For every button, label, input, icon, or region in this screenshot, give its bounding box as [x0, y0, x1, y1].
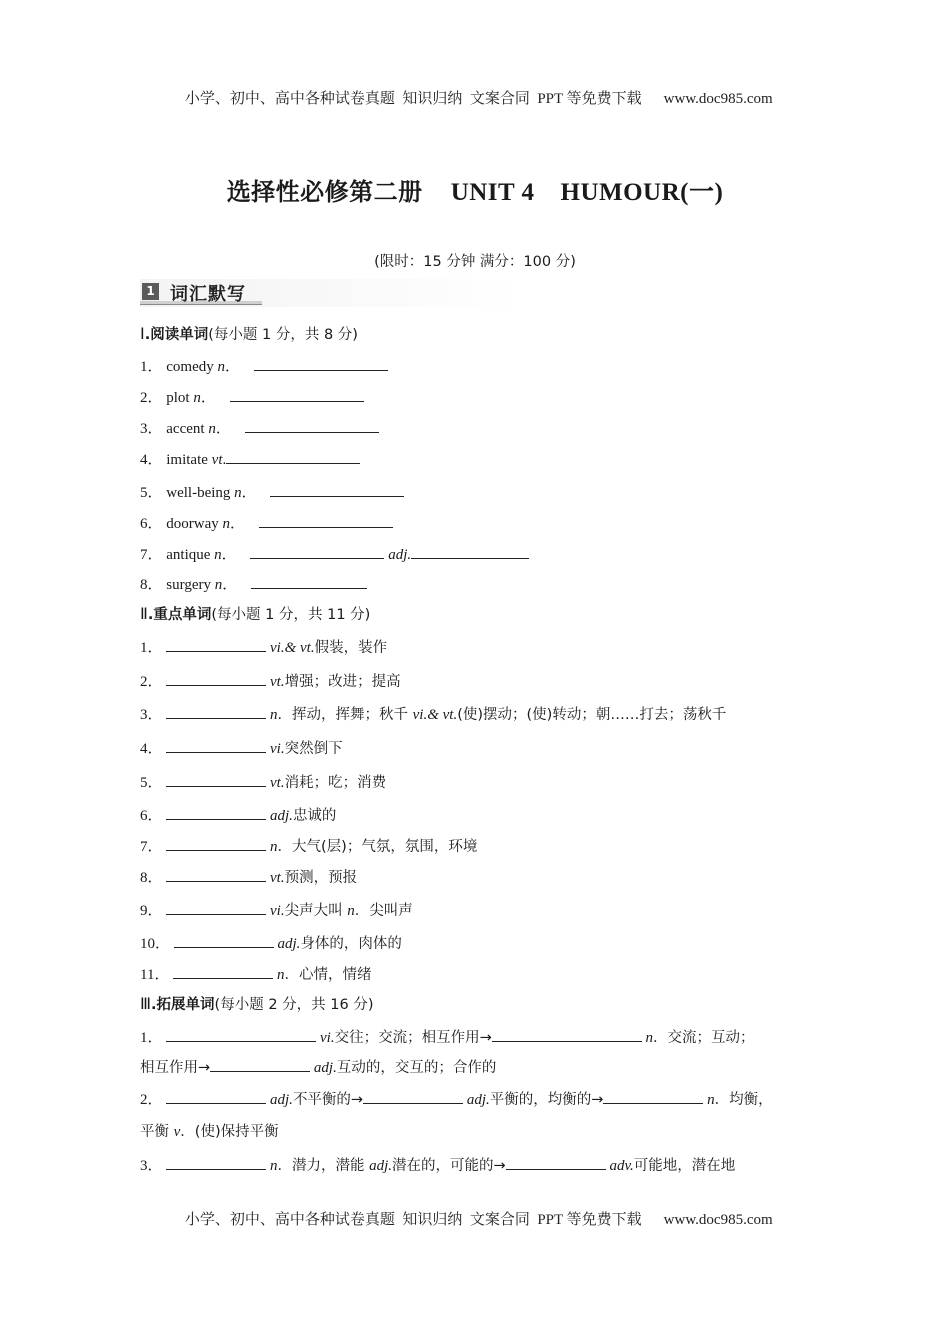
answer-blank[interactable]	[250, 544, 384, 559]
answer-blank[interactable]	[254, 356, 388, 371]
part2-item-5: 5． vt.消耗；吃；消费	[140, 771, 386, 792]
answer-blank[interactable]	[506, 1155, 606, 1170]
answer-blank[interactable]	[166, 1155, 266, 1170]
part1-item-8: 8． surgery n．	[140, 573, 367, 594]
footer-banner	[0, 1191, 950, 1229]
part1-item-5: 5． well-being n．	[140, 481, 404, 502]
answer-blank[interactable]	[270, 482, 404, 497]
answer-blank[interactable]	[603, 1089, 703, 1104]
part1-item-4: 4． imitate vt.	[140, 448, 360, 469]
footer-banner-text: 小学、初中、高中各种试卷真题 知识归纳 文案合同 PPT 等免费下载	[184, 1212, 642, 1228]
header-banner-url[interactable]: www.doc985.com	[663, 91, 773, 107]
answer-blank[interactable]	[251, 574, 367, 589]
answer-blank[interactable]	[411, 544, 529, 559]
part1-item-2: 2． plot n．	[140, 386, 364, 407]
part3-heading: Ⅲ.拓展单词(每小题 2 分，共 16 分)	[140, 996, 374, 1013]
part2-item-3: 3． n．挥动，挥舞；秋千 vi.& vt.(使)摆动；(使)转动；朝……打去；荡秋千	[140, 703, 726, 724]
header-banner-text: 小学、初中、高中各种试卷真题 知识归纳 文案合同 PPT 等免费下载	[184, 91, 642, 107]
part2-item-7: 7． n．大气(层)；气氛，氛围，环境	[140, 835, 477, 856]
title-topic: HUMOUR(一)	[560, 179, 724, 206]
answer-blank[interactable]	[259, 513, 393, 528]
header-banner	[0, 70, 950, 108]
part2-heading: Ⅱ.重点单词(每小题 1 分，共 11 分)	[140, 606, 371, 623]
part2-item-1: 1． vi.& vt.假装，装作	[140, 636, 387, 657]
section-number-badge-icon: 1	[142, 283, 159, 300]
part1-item-7: 7． antique n． adj.	[140, 543, 529, 564]
answer-blank[interactable]	[166, 805, 266, 820]
answer-blank[interactable]	[166, 1089, 266, 1104]
part1-item-3: 3． accent n．	[140, 417, 379, 438]
section-label: 词汇默写	[170, 284, 246, 305]
answer-blank[interactable]	[166, 900, 266, 915]
part2-item-2: 2． vt.增强；改进；提高	[140, 670, 401, 691]
part3-item-1-line1: 1． vi.交往；交流；相互作用→ n．交流；互动；	[140, 1026, 755, 1047]
answer-blank[interactable]	[166, 836, 266, 851]
answer-blank[interactable]	[245, 418, 379, 433]
part2-item-6: 6． adj.忠诚的	[140, 804, 336, 825]
answer-blank[interactable]	[166, 1027, 316, 1042]
answer-blank[interactable]	[492, 1027, 642, 1042]
part2-item-9: 9． vi.尖声大叫 n．尖叫声	[140, 899, 413, 920]
time-score-note: (限时：15 分钟 满分：100 分)	[374, 254, 576, 270]
part2-item-8: 8． vt.预测，预报	[140, 866, 357, 887]
part2-item-10: 10． adj.身体的，肉体的	[140, 932, 402, 953]
part1-item-1: 1． comedy n．	[140, 355, 388, 376]
part3-item-3-line1: 3． n．潜力，潜能 adj.潜在的，可能的→ adv.可能地，潜在地	[140, 1154, 735, 1175]
answer-blank[interactable]	[226, 449, 360, 464]
answer-blank[interactable]	[166, 671, 266, 686]
answer-blank[interactable]	[166, 738, 266, 753]
answer-blank[interactable]	[166, 637, 266, 652]
part3-item-2-line2: 平衡 v．(使)保持平衡	[140, 1124, 279, 1140]
page-title	[0, 172, 950, 208]
title-unit: UNIT 4	[450, 179, 535, 206]
section-header	[140, 279, 520, 307]
title-cn: 选择性必修第二册	[226, 178, 423, 206]
answer-blank[interactable]	[174, 933, 274, 948]
part1-item-6: 6． doorway n．	[140, 512, 393, 533]
part3-item-1-line2: 相互作用→ adj.互动的，交互的；合作的	[140, 1056, 496, 1077]
footer-banner-url[interactable]: www.doc985.com	[663, 1212, 773, 1228]
answer-blank[interactable]	[166, 704, 266, 719]
answer-blank[interactable]	[166, 867, 266, 882]
answer-blank[interactable]	[210, 1057, 310, 1072]
part2-item-4: 4． vi.突然倒下	[140, 737, 343, 758]
part2-item-11: 11． n．心情，情绪	[140, 963, 371, 984]
answer-blank[interactable]	[363, 1089, 463, 1104]
part1-heading: Ⅰ.阅读单词(每小题 1 分，共 8 分)	[140, 326, 358, 343]
answer-blank[interactable]	[173, 964, 273, 979]
answer-blank[interactable]	[230, 387, 364, 402]
answer-blank[interactable]	[166, 772, 266, 787]
part3-item-2-line1: 2． adj.不平衡的→ adj.平衡的，均衡的→ n．均衡，	[140, 1088, 773, 1109]
